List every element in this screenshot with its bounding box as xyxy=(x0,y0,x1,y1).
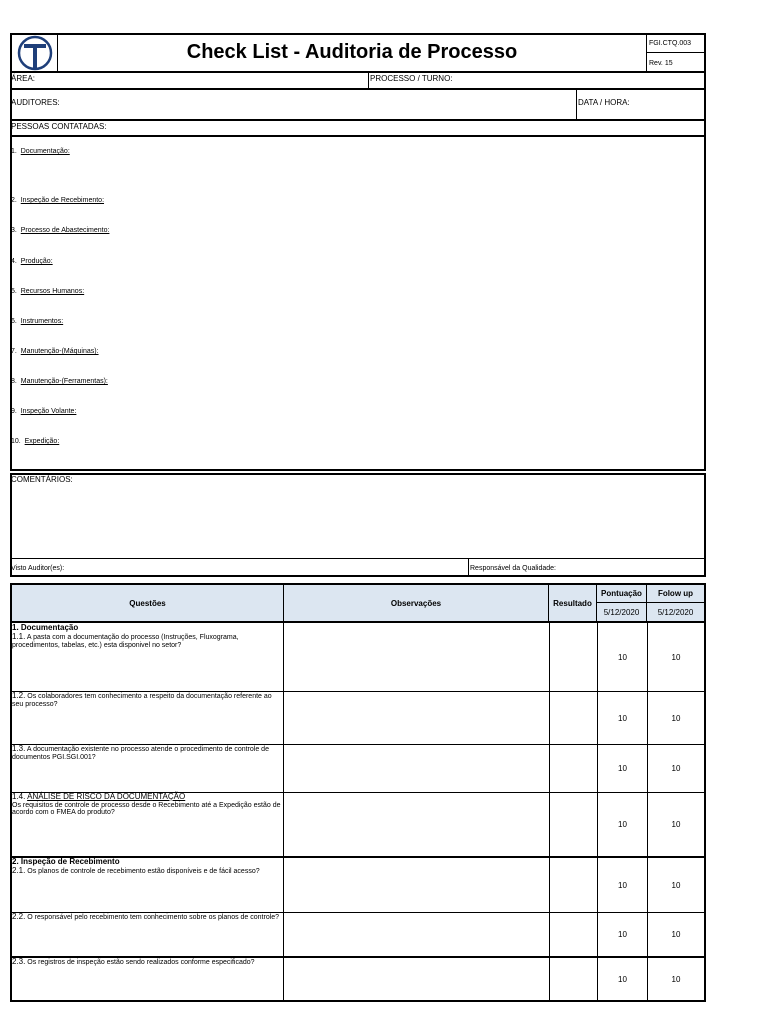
question-number: 1.4. xyxy=(12,792,26,801)
followup-value: 10 xyxy=(671,764,681,773)
question-number: 2.2. xyxy=(12,912,26,921)
responsavel-label: Responsável da Qualidade: xyxy=(470,565,557,572)
question-text: A pasta com a documentação do processo (Instruções, Fluxograma, procedimentos, tabelas, etc.) esta disponivel no setor? xyxy=(12,633,239,649)
table-row xyxy=(11,691,282,709)
question-number: 1.1. xyxy=(12,631,26,641)
col-header-observacoes: Observações xyxy=(284,585,549,621)
visto-label: Visto Auditor(es): xyxy=(11,565,65,572)
contact-label: Instrumentos: xyxy=(20,318,64,325)
doc-code: FGI.CTQ.003 xyxy=(649,40,692,47)
pontuacao-value: 10 xyxy=(618,713,627,723)
question-text: Os colaboradores tem conhecimento a respeito da documentação referente ao seu processo? xyxy=(12,693,272,708)
doc-code-cell xyxy=(646,35,704,53)
contact-item-2 xyxy=(11,197,104,204)
followup-value: 10 xyxy=(671,930,681,939)
contact-num: 4. xyxy=(11,258,17,265)
data-label: DATA / HORA: xyxy=(578,98,630,107)
contact-item-9 xyxy=(11,408,76,415)
contact-num: 3. xyxy=(11,227,17,234)
pontuacao-date: 5/12/2020 xyxy=(597,603,647,621)
contact-num: 8. xyxy=(11,378,17,385)
pontuacao-value: 10 xyxy=(618,820,627,829)
table-row xyxy=(11,623,282,650)
signature-row-line xyxy=(10,558,706,559)
contact-label: Expedição: xyxy=(24,438,60,445)
question-text: Os planos de controle de recebimento estão disponíveis e de fácil acesso? xyxy=(27,867,260,875)
section-heading: 2. Inspeção de Recebimento xyxy=(12,857,120,866)
contact-item-6 xyxy=(11,318,63,325)
contact-label: Documentação: xyxy=(20,148,70,155)
section-heading: 1. Documentação xyxy=(12,623,79,632)
table-row xyxy=(11,857,282,877)
contact-item-5 xyxy=(11,288,84,295)
pontuacao-value: 10 xyxy=(618,974,627,984)
page-title: Check List - Auditoria de Processo xyxy=(186,40,518,63)
table-row xyxy=(11,957,282,968)
col-header-questoes: Questões xyxy=(12,585,284,621)
contact-num: 6. xyxy=(11,318,17,325)
revision: Rev. 15 xyxy=(649,60,673,67)
table-row xyxy=(11,912,282,923)
contact-item-10 xyxy=(11,438,59,445)
comments-label: COMENTÁRIOS: xyxy=(11,475,73,484)
col-header-resultado: Resultado xyxy=(549,585,597,621)
question-text: O responsável pelo recebimento tem conhecimento sobre os planos de controle? xyxy=(27,914,280,921)
table-row xyxy=(11,744,282,762)
contacts-block xyxy=(10,135,706,471)
pontuacao-value: 10 xyxy=(618,930,627,939)
question-number: 2.1. xyxy=(12,865,26,875)
contact-num: 7. xyxy=(11,348,17,355)
pontuacao-value: 10 xyxy=(618,880,627,890)
followup-date: 5/12/2020 xyxy=(647,603,704,621)
question-subtitle: ANÁLISE DE RISCO DA DOCUMENTAÇÃO xyxy=(27,792,186,801)
table-row xyxy=(11,792,282,818)
contact-num: 2. xyxy=(11,197,17,204)
area-label: ÁREA: xyxy=(11,74,36,83)
question-number: 1.3. xyxy=(12,744,26,753)
col-line-1 xyxy=(283,623,284,1002)
auditores-label: AUDITORES: xyxy=(11,98,60,107)
followup-value: 10 xyxy=(671,880,681,890)
contact-label: Inspeção de Recebimento: xyxy=(20,197,105,204)
col-header-followup: Folow up xyxy=(647,585,704,603)
contact-label: Manutenção-(Ferramentas): xyxy=(20,378,108,385)
contact-label: Recursos Humanos: xyxy=(20,288,85,295)
contact-item-4 xyxy=(11,258,53,265)
question-text: Os registros de inspeção estão sendo realizados conforme especificado? xyxy=(27,959,255,966)
followup-value: 10 xyxy=(671,974,681,984)
followup-value: 10 xyxy=(671,652,681,662)
contact-item-1 xyxy=(11,148,70,155)
contact-label: Inspeção Volante: xyxy=(20,408,77,415)
question-number: 1.2. xyxy=(12,691,26,700)
logo xyxy=(12,35,58,71)
contact-num: 10. xyxy=(11,438,21,445)
contact-num: 9. xyxy=(11,408,17,415)
pessoas-label: PESSOAS CONTATADAS: xyxy=(11,122,107,131)
question-text: Os requisitos de controle de processo desde o Recebimento até a Expedição estão de acordo com o FMEA do produto? xyxy=(12,801,281,817)
question-number: 2.3. xyxy=(12,957,26,966)
pontuacao-value: 10 xyxy=(618,764,627,773)
pontuacao-value: 10 xyxy=(618,652,627,662)
signature-divider xyxy=(468,558,469,577)
contact-item-8 xyxy=(11,378,108,385)
followup-value: 10 xyxy=(671,820,681,829)
contact-num: 1. xyxy=(11,148,17,155)
auditores-divider xyxy=(576,88,577,121)
contact-num: 5. xyxy=(11,288,17,295)
question-text: A documentação existente no processo atende o procedimento de controle de documentos PGI.SGI.001? xyxy=(12,746,269,761)
comments-block xyxy=(10,473,706,577)
col-header-pontuacao: Pontuação xyxy=(597,585,647,603)
contact-label: Processo de Abastecimento: xyxy=(20,227,110,234)
followup-value: 10 xyxy=(671,713,681,723)
contact-item-3 xyxy=(11,227,109,234)
contact-label: Produção: xyxy=(20,258,53,265)
revision-cell xyxy=(646,53,704,71)
processo-label: PROCESSO / TURNO: xyxy=(370,74,453,83)
contact-label: Manutenção-(Máquinas): xyxy=(20,348,99,355)
contact-item-7 xyxy=(11,348,99,355)
logo-icon xyxy=(12,35,58,71)
col-line-2 xyxy=(549,623,550,1002)
